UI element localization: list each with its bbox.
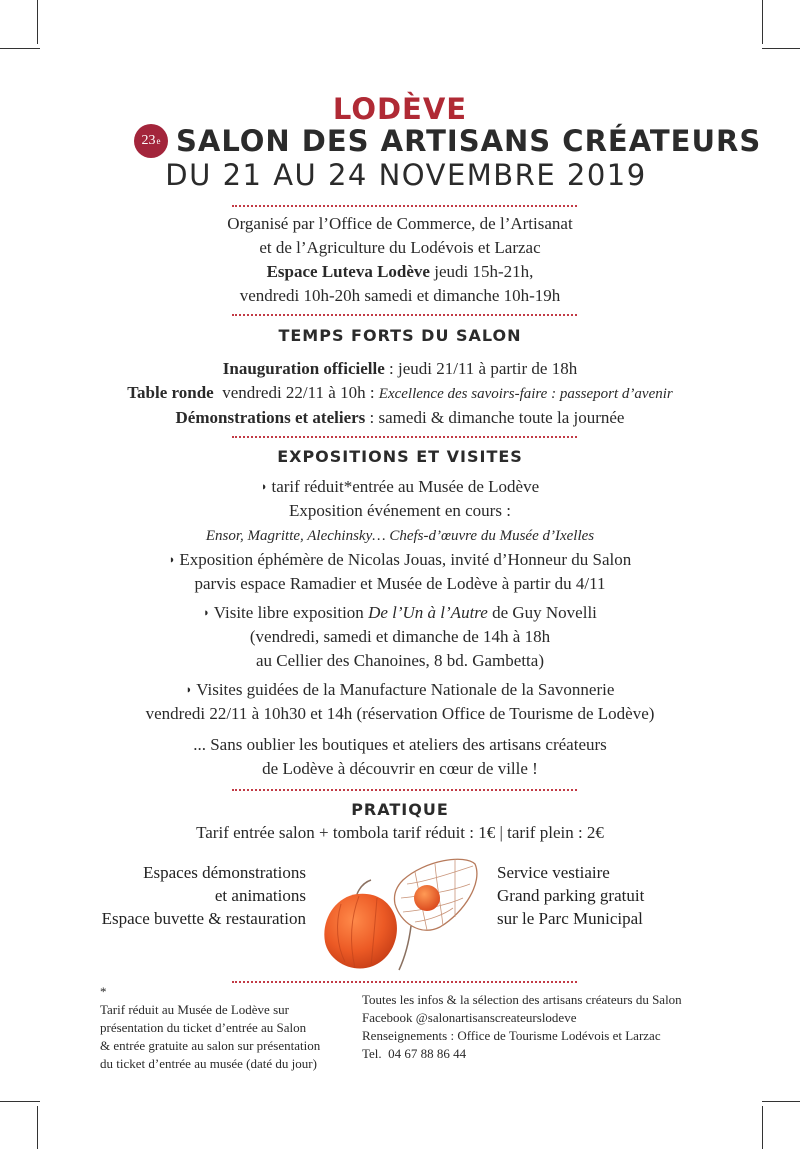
highlight-label: Table ronde <box>127 383 214 402</box>
exhibition-text: de Guy Novelli <box>487 603 597 622</box>
exhibition-line <box>0 601 800 625</box>
section-title-exhibitions: EXPOSITIONS ET VISITES <box>277 447 523 466</box>
bullet-icon: ◗ <box>203 607 210 619</box>
intro-block <box>0 212 800 308</box>
practical-right-column <box>497 861 737 930</box>
exhibition-item <box>0 733 800 781</box>
highlight-label: Démonstrations et ateliers <box>175 408 366 427</box>
exhibition-line: (vendredi, samedi et dimanche de 14h à 18h <box>249 627 551 646</box>
exhibition-line: parvis espace Ramadier et Musée de Lodève à partir du 4/11 <box>194 574 606 593</box>
practical-item: Service vestiaire <box>497 863 610 882</box>
exhibition-line: de Lodève à découvrir en cœur de ville ! <box>262 759 538 778</box>
exhibition-item <box>0 475 800 548</box>
practical-item: Espace buvette & restauration <box>101 909 306 928</box>
highlight-item <box>0 381 800 406</box>
highlight-text: vendredi 22/11 à 10h : <box>213 383 379 402</box>
highlight-item <box>0 406 800 430</box>
exhibition-line <box>0 678 800 702</box>
highlight-text: : samedi & dimanche toute la journée <box>365 408 625 427</box>
dotted-divider <box>232 314 577 316</box>
dotted-divider <box>232 789 577 791</box>
exhibition-line: ... Sans oublier les boutiques et ateliers des artisans créateurs <box>193 735 607 754</box>
bullet-icon: ◗ <box>168 554 176 566</box>
crop-mark <box>0 1101 40 1102</box>
price-line: Tarif entrée salon + tombola tarif réduit : 1€ | tarif plein : 2€ <box>196 823 604 842</box>
salon-title-row <box>134 124 761 158</box>
exhibition-text: Visite libre exposition <box>213 603 369 622</box>
intro-line: vendredi 10h-20h samedi et dimanche 10h-19h <box>239 286 561 305</box>
orange-husk <box>324 894 397 969</box>
exhibition-italic: De l’Un à l’Autre <box>368 603 488 622</box>
exhibition-line <box>0 523 800 548</box>
contact-phone[interactable]: Tel. 04 67 88 86 44 <box>362 1046 467 1061</box>
exhibition-text: tarif réduit*entrée au Musée de Lodève <box>271 477 540 496</box>
contact-info <box>362 991 682 1063</box>
crop-mark <box>762 0 763 44</box>
exhibition-item <box>0 678 800 726</box>
intro-line: et de l’Agriculture du Lodévois et Larzac <box>259 238 541 257</box>
crop-mark <box>0 48 40 49</box>
bullet-icon: ◗ <box>260 481 268 493</box>
highlights-block <box>0 357 800 430</box>
footnote-left <box>100 983 320 1073</box>
city-title: LODÈVE <box>332 92 468 126</box>
practical-left-column <box>60 861 306 930</box>
exhibition-item <box>0 601 800 673</box>
exhibition-line <box>0 475 800 499</box>
stem <box>399 926 411 970</box>
footnote-asterisk: * <box>100 984 107 999</box>
crop-mark <box>762 48 800 49</box>
crop-mark <box>37 0 38 44</box>
intro-line: Organisé par l’Office de Commerce, de l’Artisanat <box>227 214 573 233</box>
exhibition-text: Visites guidées de la Manufacture Nationale de la Savonnerie <box>196 680 615 699</box>
footnote-line: & entrée gratuite au salon sur présentation <box>100 1038 321 1053</box>
contact-line: Toutes les infos & la sélection des artisans créateurs du Salon <box>362 992 682 1007</box>
practical-item: sur le Parc Municipal <box>497 909 643 928</box>
footnote-line: présentation du ticket d’entrée au Salon <box>100 1020 307 1035</box>
physalis-illustration <box>315 842 490 982</box>
dotted-divider <box>232 436 577 438</box>
contact-line: Renseignements : Office de Tourisme Lodévois et Larzac <box>362 1028 661 1043</box>
venue-hours: jeudi 15h-21h, <box>429 262 534 281</box>
exhibition-text: Exposition éphémère de Nicolas Jouas, invité d’Honneur du Salon <box>179 550 632 569</box>
contact-facebook[interactable]: Facebook @salonartisanscreateurslodeve <box>362 1010 577 1025</box>
footnote-line: du ticket d’entrée au musée (daté du jour) <box>100 1056 317 1071</box>
practical-item: et animations <box>214 886 306 905</box>
footnote-line: Tarif réduit au Musée de Lodève sur <box>100 1002 289 1017</box>
event-dates: DU 21 AU 24 NOVEMBRE 2019 <box>165 158 647 192</box>
exhibition-line: Exposition événement en cours : <box>289 501 511 520</box>
exhibition-italic: Ensor, Magritte, Alechinsky… Chefs-d’œuvre du Musée d’Ixelles <box>205 528 595 544</box>
section-title-highlights: TEMPS FORTS DU SALON <box>278 326 522 345</box>
highlight-text: : jeudi 21/11 à partir de 18h <box>384 359 578 378</box>
edition-number: 23 <box>141 133 156 148</box>
highlight-italic: Excellence des savoirs-faire : passeport d’avenir <box>378 386 673 402</box>
exhibition-line: au Cellier des Chanoines, 8 bd. Gambetta) <box>256 651 544 670</box>
crop-mark <box>37 1106 38 1149</box>
section-title-practical: PRATIQUE <box>351 800 449 819</box>
edition-suffix: e <box>156 136 161 146</box>
practical-item: Espaces démonstrations <box>143 863 306 882</box>
venue-name: Espace Luteva Lodève <box>266 262 430 281</box>
crop-mark <box>762 1101 800 1102</box>
exhibition-item <box>0 548 800 596</box>
salon-title: SALON DES ARTISANS CRÉATEURS <box>176 124 762 158</box>
edition-badge <box>134 124 168 158</box>
berry <box>414 885 440 911</box>
venue-line <box>0 260 800 284</box>
dotted-divider <box>232 205 577 207</box>
exhibition-line: vendredi 22/11 à 10h30 et 14h (réservation Office de Tourisme de Lodève) <box>145 704 655 723</box>
crop-mark <box>762 1106 763 1149</box>
highlight-label: Inauguration officielle <box>222 359 385 378</box>
bullet-icon: ◗ <box>185 684 193 696</box>
highlight-item <box>0 357 800 381</box>
practical-item: Grand parking gratuit <box>497 886 645 905</box>
exhibition-line <box>0 548 800 572</box>
